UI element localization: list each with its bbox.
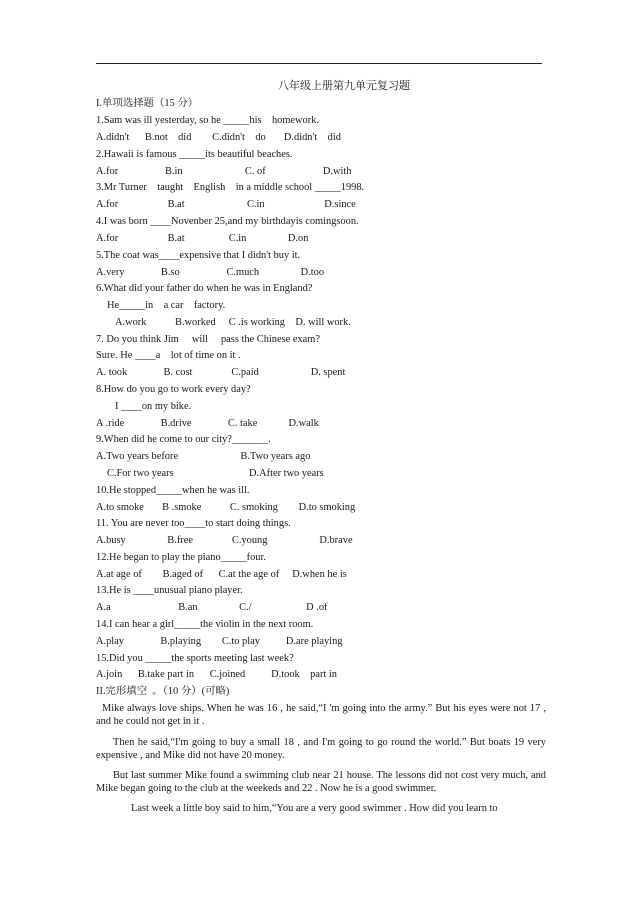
question-6: 6.What did your father do when he was in England? bbox=[96, 283, 313, 294]
question-5: 5.The coat was____expensive that I didn't buy it. bbox=[96, 250, 301, 261]
question-9-options-a: A.Two years before B.Two years ago bbox=[96, 451, 311, 462]
question-3-options: A.for B.at C.in D.since bbox=[96, 199, 356, 210]
question-8-options: A .ride B.drive C. take D.walk bbox=[96, 418, 319, 429]
question-1: 1.Sam was ill yesterday, so he _____his homework. bbox=[96, 115, 319, 126]
question-3: 3.Mr Turner taught English in a middle school _____1998. bbox=[96, 182, 365, 193]
question-14: 14.I can hear a girl_____the violin in the next room. bbox=[96, 619, 314, 630]
question-2-options: A.for B.in C. of D.with bbox=[96, 166, 352, 177]
cloze-paragraph-2: Then he said,“I'm going to buy a small 18 , and I'm going to go round the world.” But boats 19 very expensive , and Mike did not have 20 money. bbox=[96, 737, 546, 761]
question-6-answer: He_____in a car factory. bbox=[107, 300, 226, 311]
question-12-options: A.at age of B.aged of C.at the age of D.when he is bbox=[96, 569, 347, 580]
question-1-options: A.didn't B.not did C.didn't do D.didn't did bbox=[96, 132, 341, 143]
question-4-options: A.for B.at C.in D.on bbox=[96, 233, 309, 244]
question-8-answer: I ____on my bike. bbox=[115, 401, 192, 412]
question-10: 10.He stopped_____when he was ill. bbox=[96, 485, 250, 496]
question-15: 15.Did you _____the sports meeting last week? bbox=[96, 653, 294, 664]
question-11: 11. You are never too____to start doing things. bbox=[96, 518, 291, 529]
question-9: 9.When did he come to our city?_______. bbox=[96, 434, 271, 445]
question-2: 2.Hawaii is famous _____its beautiful beaches. bbox=[96, 149, 293, 160]
section-heading-1: I.单项选择题（15 分） bbox=[96, 98, 199, 109]
question-7-options: A. took B. cost C.paid D. spent bbox=[96, 367, 346, 378]
question-13-options: A.a B.an C./ D .of bbox=[96, 602, 328, 613]
question-10-options: A.to smoke B .smoke C. smoking D.to smoking bbox=[96, 502, 356, 513]
question-4: 4.I was born ____Novenber 25,and my birthdayis comingsoon. bbox=[96, 216, 359, 227]
question-5-options: A.very B.so C.much D.too bbox=[96, 267, 325, 278]
question-14-options: A.play B.playing C.to play D.are playing bbox=[96, 636, 343, 647]
cloze-paragraph-1: Mike always love ships. When he was 16 , he said,“I 'm going into the army.” But his eyes were not 17 , and he could not get in it . bbox=[96, 703, 546, 727]
cloze-paragraph-3: But last summer Mike found a swimming club near 21 house. The lessons did not cost very much, and Mike began going to the club at the weekeds and 22 . Now he is a good swimmer. bbox=[96, 770, 546, 794]
question-7: 7. Do you think Jim will pass the Chinese exam? bbox=[96, 334, 320, 345]
question-9-options-b: C.For two years D.After two years bbox=[107, 468, 324, 479]
question-6-options: A.work B.worked C .is working D. will work. bbox=[115, 317, 351, 328]
top-rule bbox=[96, 63, 542, 64]
question-7-answer: Sure. He ____a lot of time on it . bbox=[96, 350, 241, 361]
question-12: 12.He began to play the piano_____four. bbox=[96, 552, 266, 563]
page-title: 八年级上册第九单元复习题 bbox=[278, 80, 410, 92]
question-15-options: A.join B.take part in C.joined D.took part in bbox=[96, 669, 337, 680]
question-13: 13.He is ____unusual piano player. bbox=[96, 585, 243, 596]
cloze-paragraph-4: Last week a little boy said to him,“You are a very good swimmer . How did you learn to bbox=[131, 803, 498, 814]
question-11-options: A.busy B.free C.young D.brave bbox=[96, 535, 353, 546]
question-8: 8.How do you go to work every day? bbox=[96, 384, 251, 395]
section-heading-2: II.完形填空 。（10 分）(可略) bbox=[96, 686, 230, 697]
